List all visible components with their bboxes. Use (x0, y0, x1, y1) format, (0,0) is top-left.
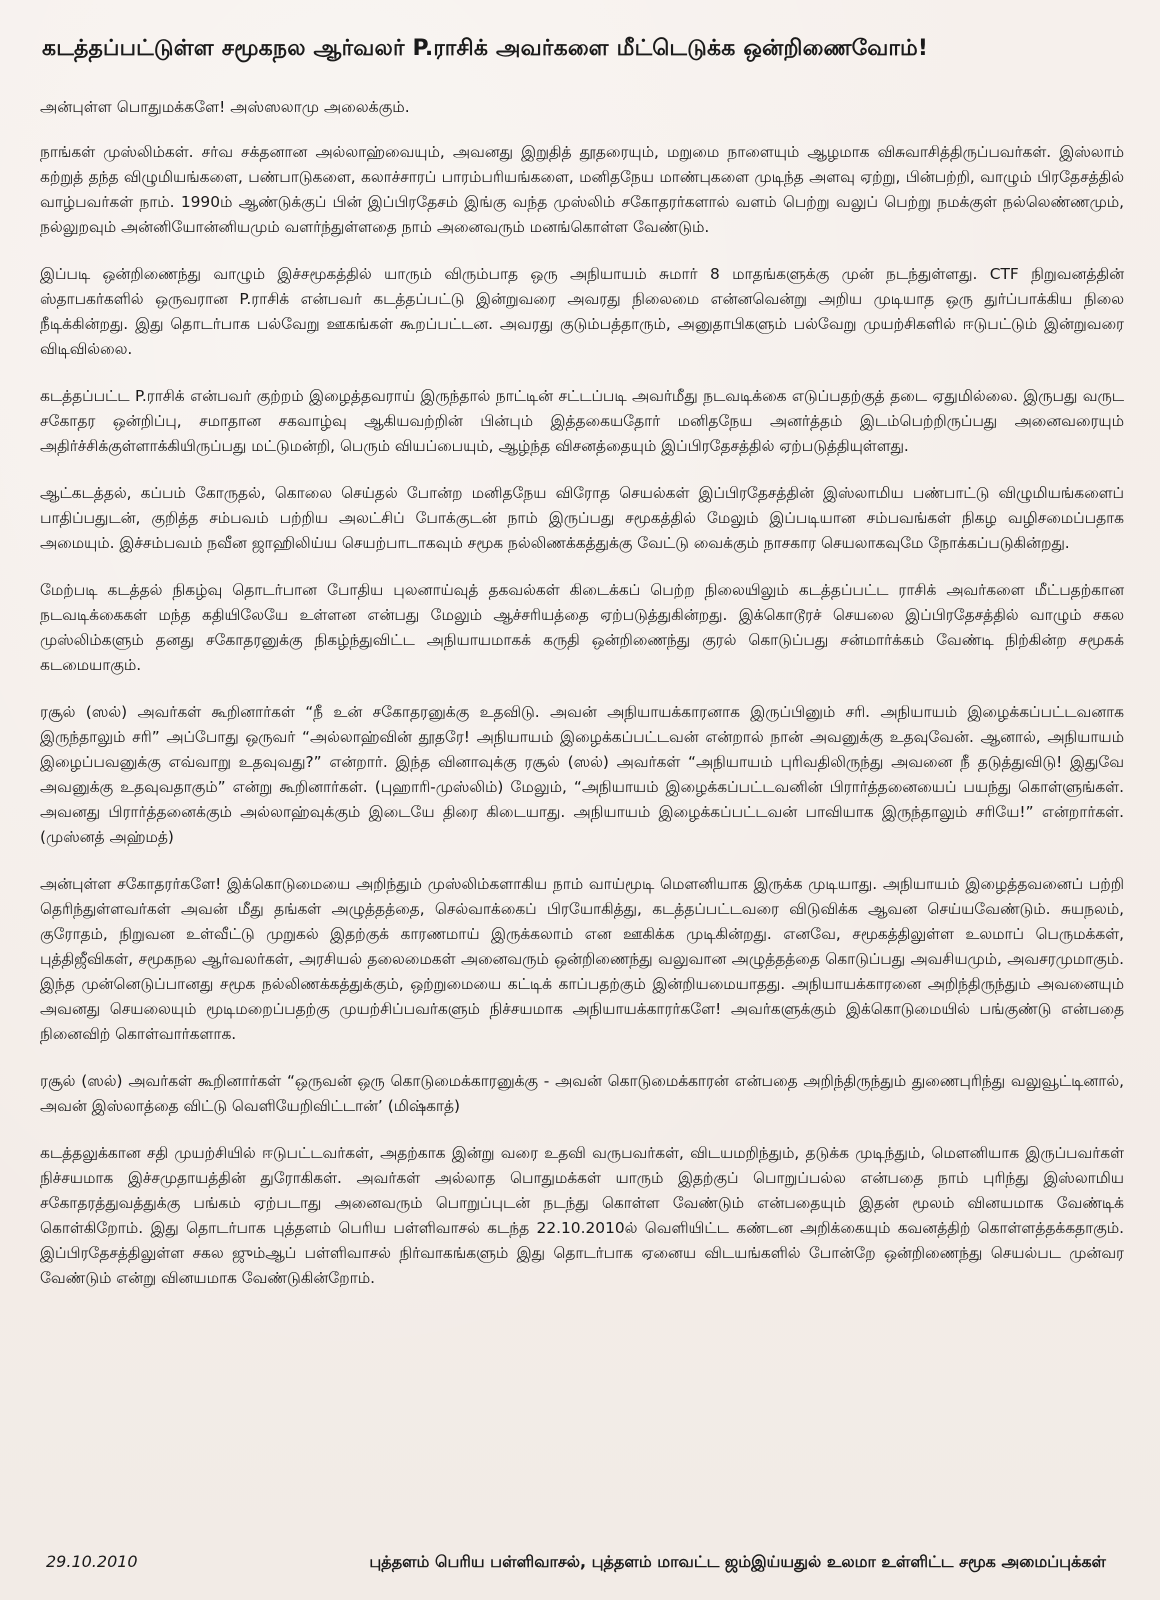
document-date: 29.10.2010 (46, 1552, 138, 1571)
paragraph-9: கடத்தலுக்கான சதி முயற்சியில் ஈடுபட்டவர்கள், அதற்காக இன்று வரை உதவி வருபவர்கள், விடயமறிந்தும், தடுக்க முடிந்தும், மௌனியாக இருப்பவர்கள் நிச்சயமாக இச்சமுதாயத்தின் துரோகிகள். அவர்கள் அல்லாத பொதுமக்கள் யாரும் இதற்குப் பொறுப்பல்ல என்பதை நாம் புரிந்து இஸ்லாமிய சகோதரத்துவத்துக்கு பங்கம் ஏற்படாது அனைவரும் பொறுப்புடன் நடந்து கொள்ள வேண்டும் என்பதையும் இதன் மூலம் வினயமாக வேண்டிக் கொள்கிறோம். இது தொடர்பாக புத்தளம் பெரிய பள்ளிவாசல் கடந்த 22.10.2010ல் வெளியிட்ட கண்டன அறிக்கையும் கவனத்திற் கொள்ளத்தக்கதாகும். இப்பிரதேசத்திலுள்ள சகல ஜும்ஆப் பள்ளிவாசல் நிர்வாகங்களும் இது தொடர்பாக ஏனைய விடயங்களில் போன்றே ஒன்றிணைந்து செயல்பட முன்வர வேண்டும் என்று வினயமாக வேண்டுகின்றோம். (40, 1144, 1124, 1287)
paragraph-4: ஆட்கடத்தல், கப்பம் கோருதல், கொலை செய்தல் போன்ற மனிதநேய விரோத செயல்கள் இப்பிரதேசத்தின் இஸ்லாமிய பண்பாட்டு விழுமியங்களைப் பாதிப்பதுடன், குறித்த சம்பவம் பற்றிய அலட்சிப் போக்குடன் நாம் இருப்பது சமூகத்தில் மேலும் இப்படியான சம்பவங்கள் நிகழ வழிசமைப்பதாக அமையும். இச்சம்பவம் நவீன ஜாஹிலிய்ய செயற்பாடாகவும் சமூக நல்லிணக்கத்துக்கு வேட்டு வைக்கும் நாசகார செயலாகவுமே நோக்கப்படுகின்றது. (40, 484, 1124, 552)
paragraph-3: கடத்தப்பட்ட P.ராசிக் என்பவர் குற்றம் இழைத்தவராய் இருந்தால் நாட்டின் சட்டப்படி அவர்மீது நடவடிக்கை எடுப்பதற்குத் தடை ஏதுமில்லை. இருபது வருட சகோதர ஒன்றிப்பு, சமாதான சகவாழ்வு ஆகியவற்றின் பின்பும் இத்தகையதோர் மனிதநேய அனர்த்தம் இடம்பெற்றிருப்பது அனைவரையும் அதிர்ச்சிக்குள்ளாக்கியிருப்பது மட்டுமன்றி, பெரும் வியப்பையும், ஆழ்ந்த விசனத்தையும் இப்பிரதேசத்தில் ஏற்படுத்தியுள்ளது. (40, 387, 1124, 455)
signature: புத்தளம் பெரிய பள்ளிவாசல், புத்தளம் மாவட்ட ஜம்இய்யதுல் உலமா உள்ளிட்ட சமூக அமைப்புக்கள் (369, 1552, 1106, 1571)
paragraph-2: இப்படி ஒன்றிணைந்து வாழும் இச்சமூகத்தில் யாரும் விரும்பாத ஒரு அநியாயம் சுமார் 8 மாதங்களுக்கு முன் நடந்துள்ளது. CTF நிறுவனத்தின் ஸ்தாபகர்களில் ஒருவரான P.ராசிக் என்பவர் கடத்தப்பட்டு இன்றுவரை அவரது நிலைமை என்னவென்று அறிய முடியாத ஒரு துர்ப்பாக்கிய நிலை நீடிக்கின்றது. இது தொடர்பாக பல்வேறு ஊகங்கள் கூறப்பட்டன. அவரது குடும்பத்தாரும், அனுதாபிகளும் பல்வேறு முயற்சிகளில் ஈடுபட்டும் இன்றுவரை விடிவில்லை. (40, 265, 1124, 358)
document-footer (40, 1552, 1124, 1573)
paragraph-8: ரசூல் (ஸல்) அவர்கள் கூறினார்கள் “ஒருவன் ஒரு கொடுமைக்காரனுக்கு - அவன் கொடுமைக்காரன் என்பதை அறிந்திருந்தும் துணைபுரிந்து வலுவூட்டினால், அவன் இஸ்லாத்தை விட்டு வெளியேறிவிட்டான்’ (மிஷ்காத்) (40, 1072, 1124, 1115)
paragraph-7: அன்புள்ள சகோதரர்களே! இக்கொடுமையை அறிந்தும் முஸ்லிம்களாகிய நாம் வாய்மூடி மௌனியாக இருக்க முடியாது. அநியாயம் இழைத்தவனைப் பற்றி தெரிந்துள்ளவர்கள் அவன் மீது தங்கள் அழுத்தத்தை, செல்வாக்கைப் பிரயோகித்து, கடத்தப்பட்டவரை விடுவிக்க ஆவன செய்யவேண்டும். சுயநலம், குரோதம், நிறுவன உள்வீட்டு முறுகல் இதற்குக் காரணமாய் இருக்கலாம் என ஊகிக்க முடிகின்றது. எனவே, சமூகத்திலுள்ள உலமாப் பெருமக்கள், புத்திஜீவிகள், சமூகநல ஆர்வலர்கள், அரசியல் தலைமைகள் அனைவரும் ஒன்றிணைந்து வலுவான அழுத்தத்தை கொடுப்பது அவசியமும், அவசரமுமாகும். இந்த முன்னெடுப்பானது சமூக நல்லிணக்கத்துக்கும், ஒற்றுமையை கட்டிக் காப்பதற்கும் இன்றியமையாதது. அநியாயக்காரனை அறிந்திருந்தும் அவனையும் அவனது செயலையும் மூடிமறைப்பதற்கு முயற்சிப்பவர்களும் நிச்சயமாக அநியாயக்காரர்களே! அவர்களுக்கும் இக்கொடுமையில் பங்குண்டு என்பதை நினைவிற் கொள்வார்களாக. (40, 875, 1124, 1043)
paragraph-1: நாங்கள் முஸ்லிம்கள். சர்வ சக்தனான அல்லாஹ்வையும், அவனது இறுதித் தூதரையும், மறுமை நாளையும் ஆழமாக விசுவாசித்திருப்பவர்கள். இஸ்லாம் கற்றுத் தந்த விழுமியங்களை, பண்பாடுகளை, கலாச்சாரப் பாரம்பரியங்களை, மனிதநேய மாண்புகளை முடிந்த அளவு ஏற்று, பின்பற்றி, வாழும் பிரதேசத்தில் வாழ்பவர்கள் நாம். 1990ம் ஆண்டுக்குப் பின் இப்பிரதேசம் இங்கு வந்த முஸ்லிம் சகோதரர்களால் வளம் பெற்று வலுப் பெற்று நமக்குள் நல்லெண்ணமும், நல்லுறவும் அன்னியோன்னியமும் வளர்ந்துள்ளதை நாம் அனைவரும் மனங்கொள்ள வேண்டும். (40, 143, 1124, 236)
paragraph-5: மேற்படி கடத்தல் நிகழ்வு தொடர்பான போதிய புலனாய்வுத் தகவல்கள் கிடைக்கப் பெற்ற நிலையிலும் கடத்தப்பட்ட ராசிக் அவர்களை மீட்பதற்கான நடவடிக்கைகள் மந்த கதியிலேயே உள்ளன என்பது மேலும் ஆச்சரியத்தை ஏற்படுத்துகின்றது. இக்கொடூரச் செயலை இப்பிரதேசத்தில் வாழும் சகல முஸ்லிம்களும் தனது சகோதரனுக்கு நிகழ்ந்துவிட்ட அநியாயமாகக் கருதி ஒன்றிணைந்து குரல் கொடுப்பது சன்மார்க்கம் வேண்டி நிற்கின்ற சமூகக் கடமையாகும். (40, 581, 1124, 674)
paragraph-6: ரசூல் (ஸல்) அவர்கள் கூறினார்கள் “நீ உன் சகோதரனுக்கு உதவிடு. அவன் அநியாயக்காரனாக இருப்பினும் சரி. அநியாயம் இழைக்கப்பட்டவனாக இருந்தாலும் சரி” அப்போது ஒருவர் “அல்லாஹ்வின் தூதரே! அநியாயம் இழைக்கப்பட்டவன் என்றால் நான் அவனுக்கு உதவுவேன். ஆனால், அநியாயம் இழைப்பவனுக்கு எவ்வாறு உதவுவது?” என்றார். இந்த வினாவுக்கு ரசூல் (ஸல்) அவர்கள் “அநியாயம் புரிவதிலிருந்து அவனை நீ தடுத்துவிடு! இதுவே அவனுக்கு உதவுவதாகும்” என்று கூறினார்கள். (புஹாரி-முஸ்லிம்) மேலும், “அநியாயம் இழைக்கப்பட்டவனின் பிரார்த்தனையைப் பயந்து கொள்ளுங்கள். அவனது பிரார்த்தனைக்கும் அல்லாஹ்வுக்கும் இடையே திரை கிடையாது. அநியாயம் இழைக்கப்பட்டவன் பாவியாக இருந்தாலும் சரியே!” என்றார்கள். (முஸ்னத் அஹ்மத்) (40, 703, 1124, 846)
greeting: அன்புள்ள பொதுமக்களே! அஸ்ஸலாமு அலைக்கும். (40, 98, 410, 116)
document-title: கடத்தப்பட்டுள்ள சமூகநல ஆர்வலர் P.ராசிக் அவர்களை மீட்டெடுக்க ஒன்றிணைவோம்! (42, 36, 929, 61)
